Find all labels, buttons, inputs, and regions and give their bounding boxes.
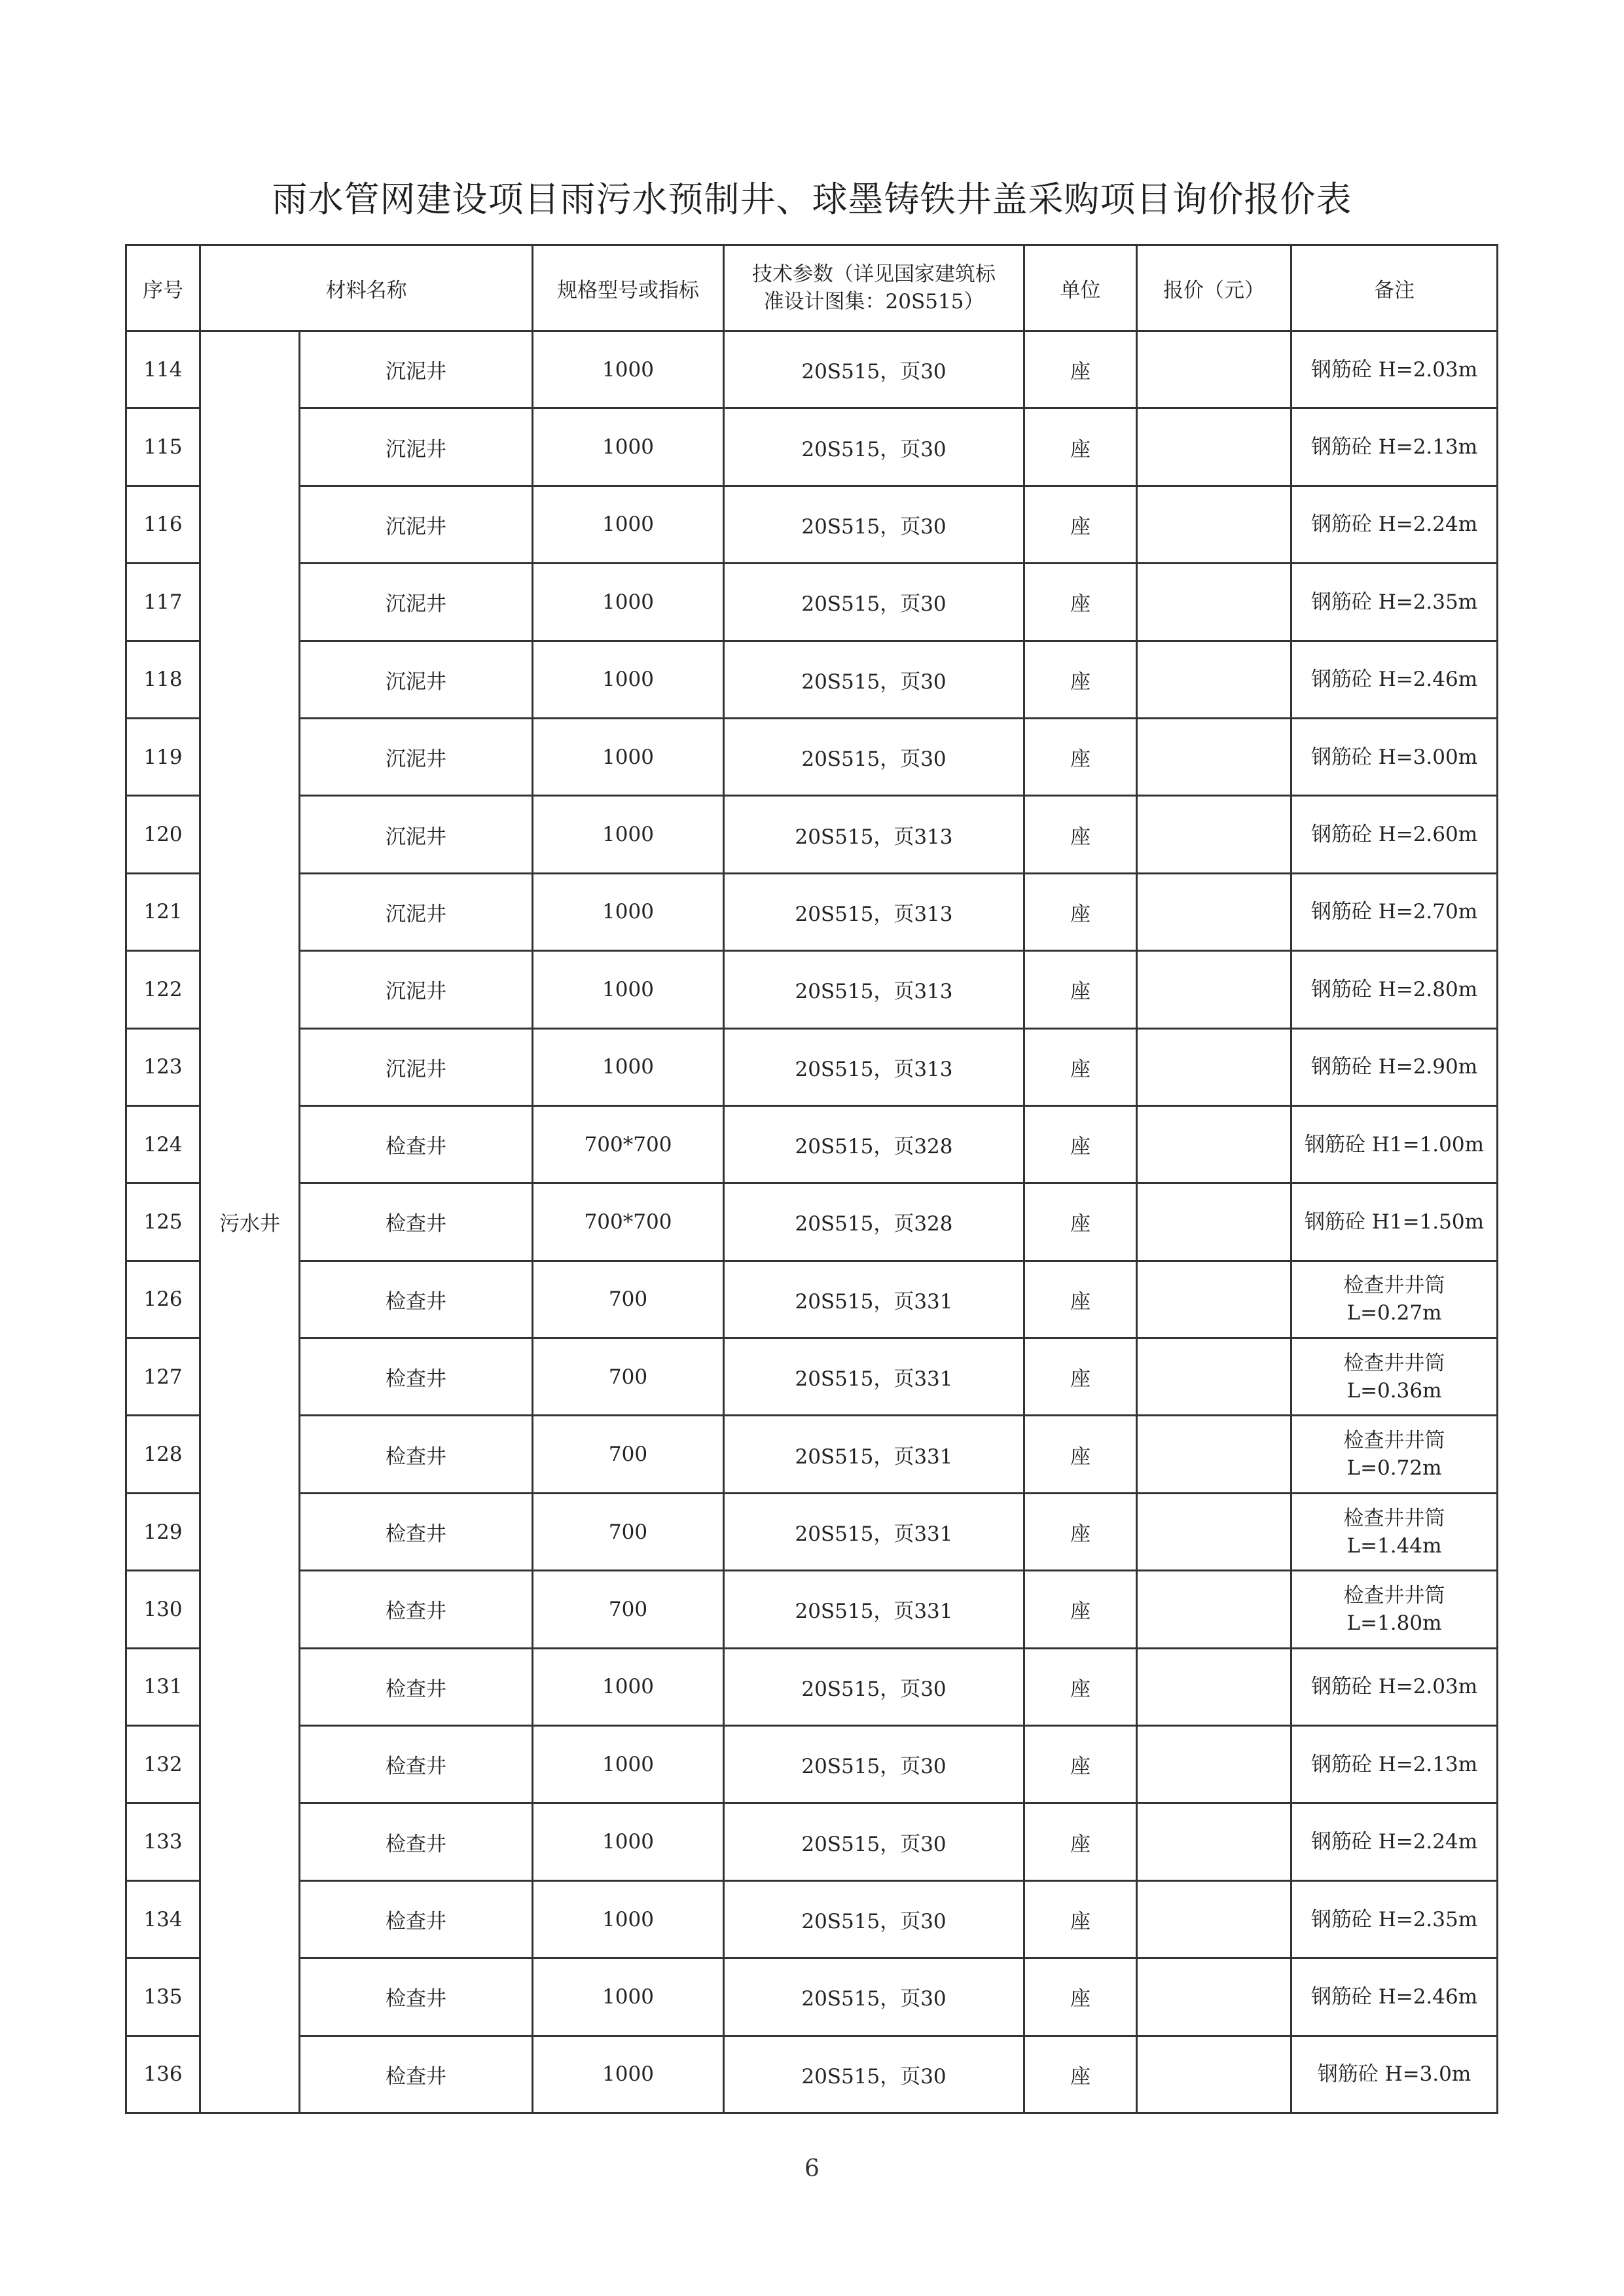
price-cell[interactable]: [1137, 873, 1291, 950]
remark: [1291, 1648, 1498, 1725]
price-cell[interactable]: [1137, 1958, 1291, 2036]
price-cell[interactable]: [1137, 796, 1291, 873]
material-name: 沉泥井: [300, 641, 533, 718]
tech-param: 20S515，页30: [724, 1880, 1024, 1958]
remark-line2: L=1.44m: [1346, 1534, 1442, 1558]
price-cell[interactable]: [1137, 1261, 1291, 1338]
unit: 座: [1024, 1028, 1137, 1105]
price-cell[interactable]: [1137, 1105, 1291, 1183]
spec: 1000: [533, 873, 724, 950]
tech-param: 20S515，页331: [724, 1338, 1024, 1416]
table-row: [126, 1958, 1498, 2036]
remark-line1: 钢筋砼 H=2.24m: [1310, 1830, 1478, 1854]
price-cell[interactable]: [1137, 951, 1291, 1028]
table-row: [126, 564, 1498, 641]
remark-line2: L=1.80m: [1346, 1611, 1442, 1635]
table-row: [126, 1493, 1498, 1570]
tech-param: 20S515，页331: [724, 1571, 1024, 1648]
unit: 座: [1024, 564, 1137, 641]
row-number: 114: [126, 331, 200, 408]
spec: 1000: [533, 951, 724, 1028]
row-number: 120: [126, 796, 200, 873]
price-cell[interactable]: [1137, 1803, 1291, 1880]
remark: [1291, 718, 1498, 795]
remark-line1: 钢筋砼 H=2.46m: [1310, 1984, 1478, 2009]
tech-param: 20S515，页30: [724, 1958, 1024, 2036]
row-number: 134: [126, 1880, 200, 1958]
price-cell[interactable]: [1137, 331, 1291, 408]
remark: [1291, 1183, 1498, 1261]
spec: 1000: [533, 1880, 724, 1958]
price-cell[interactable]: [1137, 486, 1291, 563]
price-cell[interactable]: [1137, 641, 1291, 718]
unit: 座: [1024, 1571, 1137, 1648]
tech-param: 20S515，页331: [724, 1261, 1024, 1338]
remark: [1291, 1958, 1498, 2036]
row-number: 136: [126, 2036, 200, 2113]
material-name: 沉泥井: [300, 1028, 533, 1105]
row-number: 129: [126, 1493, 200, 1570]
tech-param: 20S515，页331: [724, 1493, 1024, 1570]
material-name: 沉泥井: [300, 564, 533, 641]
spec: 1000: [533, 718, 724, 795]
material-name: 沉泥井: [300, 796, 533, 873]
table-row: [126, 718, 1498, 795]
material-name: 检查井: [300, 1261, 533, 1338]
table-row: [126, 796, 1498, 873]
table-row: [126, 1416, 1498, 1493]
spec: 700*700: [533, 1105, 724, 1183]
spec: 700: [533, 1261, 724, 1338]
spec: 1000: [533, 1803, 724, 1880]
remark-line1: 钢筋砼 H=2.35m: [1310, 590, 1478, 614]
spec: 700*700: [533, 1183, 724, 1261]
material-name: 检查井: [300, 2036, 533, 2113]
page-title: 雨水管网建设项目雨污水预制井、球墨铸铁井盖采购项目询价报价表: [272, 179, 1352, 220]
spec: 1000: [533, 1726, 724, 1803]
tech-param: 20S515，页30: [724, 1726, 1024, 1803]
tech-param: 20S515，页30: [724, 408, 1024, 486]
row-number: 118: [126, 641, 200, 718]
price-cell[interactable]: [1137, 1571, 1291, 1648]
remark: [1291, 873, 1498, 950]
table-row: [126, 408, 1498, 486]
unit: 座: [1024, 1958, 1137, 2036]
row-number: 122: [126, 951, 200, 1028]
table-row: [126, 1880, 1498, 1958]
header-no: 序号: [126, 245, 200, 331]
remark-line1: 钢筋砼 H=2.13m: [1310, 435, 1478, 459]
remark: [1291, 1803, 1498, 1880]
material-name: 检查井: [300, 1880, 533, 1958]
table-row: [126, 1338, 1498, 1416]
table-row: [126, 1726, 1498, 1803]
remark: [1291, 1105, 1498, 1183]
material-name: 检查井: [300, 1416, 533, 1493]
unit: 座: [1024, 873, 1137, 950]
spec: 1000: [533, 1648, 724, 1725]
tech-param: 20S515，页331: [724, 1416, 1024, 1493]
table-header-row: [126, 245, 1498, 331]
tech-param: 20S515，页30: [724, 486, 1024, 563]
tech-param: 20S515，页30: [724, 331, 1024, 408]
row-number: 115: [126, 408, 200, 486]
price-cell[interactable]: [1137, 1648, 1291, 1725]
tech-param: 20S515，页328: [724, 1183, 1024, 1261]
unit: 座: [1024, 1648, 1137, 1725]
row-number: 121: [126, 873, 200, 950]
tech-param: 20S515，页30: [724, 1803, 1024, 1880]
remark-line1: 钢筋砼 H=3.00m: [1310, 745, 1478, 769]
tech-param: 20S515，页313: [724, 951, 1024, 1028]
spec: 1000: [533, 641, 724, 718]
remark-line1: 检查井井筒: [1343, 1274, 1445, 1298]
row-number: 125: [126, 1183, 200, 1261]
row-number: 128: [126, 1416, 200, 1493]
remark: [1291, 2036, 1498, 2113]
remark-line1: 钢筋砼 H=2.60m: [1310, 823, 1478, 847]
row-number: 117: [126, 564, 200, 641]
spec: 1000: [533, 486, 724, 563]
remark: [1291, 408, 1498, 486]
table-row: [126, 1105, 1498, 1183]
remark-line1: 检查井井筒: [1343, 1583, 1445, 1607]
table-row: [126, 486, 1498, 563]
remark-line1: 钢筋砼 H=2.03m: [1310, 357, 1478, 382]
material-name: 检查井: [300, 1105, 533, 1183]
remark-line1: 钢筋砼 H=2.13m: [1310, 1752, 1478, 1776]
header-price: 报价（元）: [1137, 245, 1291, 331]
unit: 座: [1024, 408, 1137, 486]
header-params: [724, 245, 1024, 331]
row-number: 130: [126, 1571, 200, 1648]
remark-line1: 钢筋砼 H1=1.50m: [1304, 1210, 1484, 1234]
tech-param: 20S515，页328: [724, 1105, 1024, 1183]
price-cell[interactable]: [1137, 718, 1291, 795]
spec: 1000: [533, 796, 724, 873]
material-name: 沉泥井: [300, 951, 533, 1028]
table-row: [126, 1261, 1498, 1338]
material-name: 沉泥井: [300, 873, 533, 950]
remark: [1291, 1416, 1498, 1493]
group-label: 污水井: [200, 331, 300, 2113]
spec: 700: [533, 1493, 724, 1570]
unit: 座: [1024, 951, 1137, 1028]
material-name: 沉泥井: [300, 486, 533, 563]
tech-param: 20S515，页30: [724, 564, 1024, 641]
material-name: 检查井: [300, 1338, 533, 1416]
material-name: 检查井: [300, 1726, 533, 1803]
remark-line1: 检查井井筒: [1343, 1429, 1445, 1453]
spec: 700: [533, 1416, 724, 1493]
remark: [1291, 1261, 1498, 1338]
remark-line1: 检查井井筒: [1343, 1351, 1445, 1375]
remark-line1: 钢筋砼 H=2.03m: [1310, 1675, 1478, 1699]
unit: 座: [1024, 1261, 1137, 1338]
header-spec: 规格型号或指标: [533, 245, 724, 331]
price-cell[interactable]: [1137, 1183, 1291, 1261]
price-cell[interactable]: [1137, 408, 1291, 486]
unit: 座: [1024, 1726, 1137, 1803]
table-row: [126, 1028, 1498, 1105]
spec: 1000: [533, 331, 724, 408]
remark: [1291, 1493, 1498, 1570]
remark: [1291, 486, 1498, 563]
remark: [1291, 1726, 1498, 1803]
header-unit: 单位: [1024, 245, 1137, 331]
unit: 座: [1024, 1803, 1137, 1880]
remark: [1291, 564, 1498, 641]
row-number: 124: [126, 1105, 200, 1183]
row-number: 131: [126, 1648, 200, 1725]
tech-param: 20S515，页30: [724, 2036, 1024, 2113]
tech-param: 20S515，页313: [724, 1028, 1024, 1105]
table-row: [126, 331, 1498, 408]
header-remark: 备注: [1291, 245, 1498, 331]
tech-param: 20S515，页30: [724, 1648, 1024, 1725]
price-cell[interactable]: [1137, 1493, 1291, 1570]
unit: 座: [1024, 486, 1137, 563]
remark: [1291, 951, 1498, 1028]
spec: 1000: [533, 408, 724, 486]
unit: 座: [1024, 1338, 1137, 1416]
quotation-table: [125, 244, 1498, 2114]
table-row: [126, 2036, 1498, 2113]
tech-param: 20S515，页30: [724, 718, 1024, 795]
price-cell[interactable]: [1137, 2036, 1291, 2113]
spec: 1000: [533, 1028, 724, 1105]
remark: [1291, 1028, 1498, 1105]
remark-line2: L=0.72m: [1346, 1456, 1442, 1480]
price-cell[interactable]: [1137, 1338, 1291, 1416]
unit: 座: [1024, 1493, 1137, 1570]
row-number: 127: [126, 1338, 200, 1416]
row-number: 119: [126, 718, 200, 795]
remark-line1: 钢筋砼 H=2.46m: [1310, 668, 1478, 692]
tech-param: 20S515，页313: [724, 873, 1024, 950]
material-name: 检查井: [300, 1571, 533, 1648]
table-row: [126, 951, 1498, 1028]
remark-line1: 钢筋砼 H=2.35m: [1310, 1907, 1478, 1931]
remark-line1: 检查井井筒: [1343, 1506, 1445, 1530]
header-params-line2: 准设计图集：20S515）: [763, 290, 984, 314]
price-cell[interactable]: [1137, 1028, 1291, 1105]
remark-line1: 钢筋砼 H=2.90m: [1310, 1055, 1478, 1079]
price-cell[interactable]: [1137, 1416, 1291, 1493]
material-name: 检查井: [300, 1648, 533, 1725]
unit: 座: [1024, 2036, 1137, 2113]
unit: 座: [1024, 796, 1137, 873]
spec: 700: [533, 1338, 724, 1416]
remark: [1291, 796, 1498, 873]
header-params-line1: 技术参数（详见国家建筑标: [752, 262, 996, 286]
row-number: 126: [126, 1261, 200, 1338]
remark-line1: 钢筋砼 H=2.80m: [1310, 977, 1478, 1001]
remark: [1291, 1880, 1498, 1958]
remark: [1291, 1571, 1498, 1648]
row-number: 116: [126, 486, 200, 563]
tech-param: 20S515，页30: [724, 641, 1024, 718]
spec: 700: [533, 1571, 724, 1648]
unit: 座: [1024, 1880, 1137, 1958]
remark: [1291, 641, 1498, 718]
unit: 座: [1024, 1105, 1137, 1183]
spec: 1000: [533, 1958, 724, 2036]
table-body: [126, 331, 1498, 2113]
table-row: [126, 873, 1498, 950]
table-row: [126, 1571, 1498, 1648]
remark: [1291, 331, 1498, 408]
remark-line2: L=0.27m: [1346, 1301, 1442, 1325]
unit: 座: [1024, 331, 1137, 408]
material-name: 检查井: [300, 1493, 533, 1570]
tech-param: 20S515，页313: [724, 796, 1024, 873]
unit: 座: [1024, 641, 1137, 718]
page-number: 6: [804, 2155, 820, 2182]
unit: 座: [1024, 1183, 1137, 1261]
spec: 1000: [533, 2036, 724, 2113]
table-row: [126, 1648, 1498, 1725]
spec: 1000: [533, 564, 724, 641]
material-name: 沉泥井: [300, 331, 533, 408]
price-cell[interactable]: [1137, 1726, 1291, 1803]
table-row: [126, 1183, 1498, 1261]
row-number: 135: [126, 1958, 200, 2036]
unit: 座: [1024, 1416, 1137, 1493]
price-cell[interactable]: [1137, 1880, 1291, 1958]
unit: 座: [1024, 718, 1137, 795]
price-cell[interactable]: [1137, 564, 1291, 641]
row-number: 133: [126, 1803, 200, 1880]
remark-line2: L=0.36m: [1346, 1378, 1442, 1403]
row-number: 123: [126, 1028, 200, 1105]
table-row: [126, 1803, 1498, 1880]
material-name: 沉泥井: [300, 408, 533, 486]
remark-line1: 钢筋砼 H=3.0m: [1317, 2062, 1471, 2087]
remark-line1: 钢筋砼 H=2.24m: [1310, 512, 1478, 537]
row-number: 132: [126, 1726, 200, 1803]
remark: [1291, 1338, 1498, 1416]
remark-line1: 钢筋砼 H1=1.00m: [1304, 1132, 1484, 1157]
material-name: 检查井: [300, 1183, 533, 1261]
material-name: 沉泥井: [300, 718, 533, 795]
remark-line1: 钢筋砼 H=2.70m: [1310, 900, 1478, 924]
table-row: [126, 641, 1498, 718]
header-material: 材料名称: [200, 245, 533, 331]
material-name: 检查井: [300, 1803, 533, 1880]
material-name: 检查井: [300, 1958, 533, 2036]
